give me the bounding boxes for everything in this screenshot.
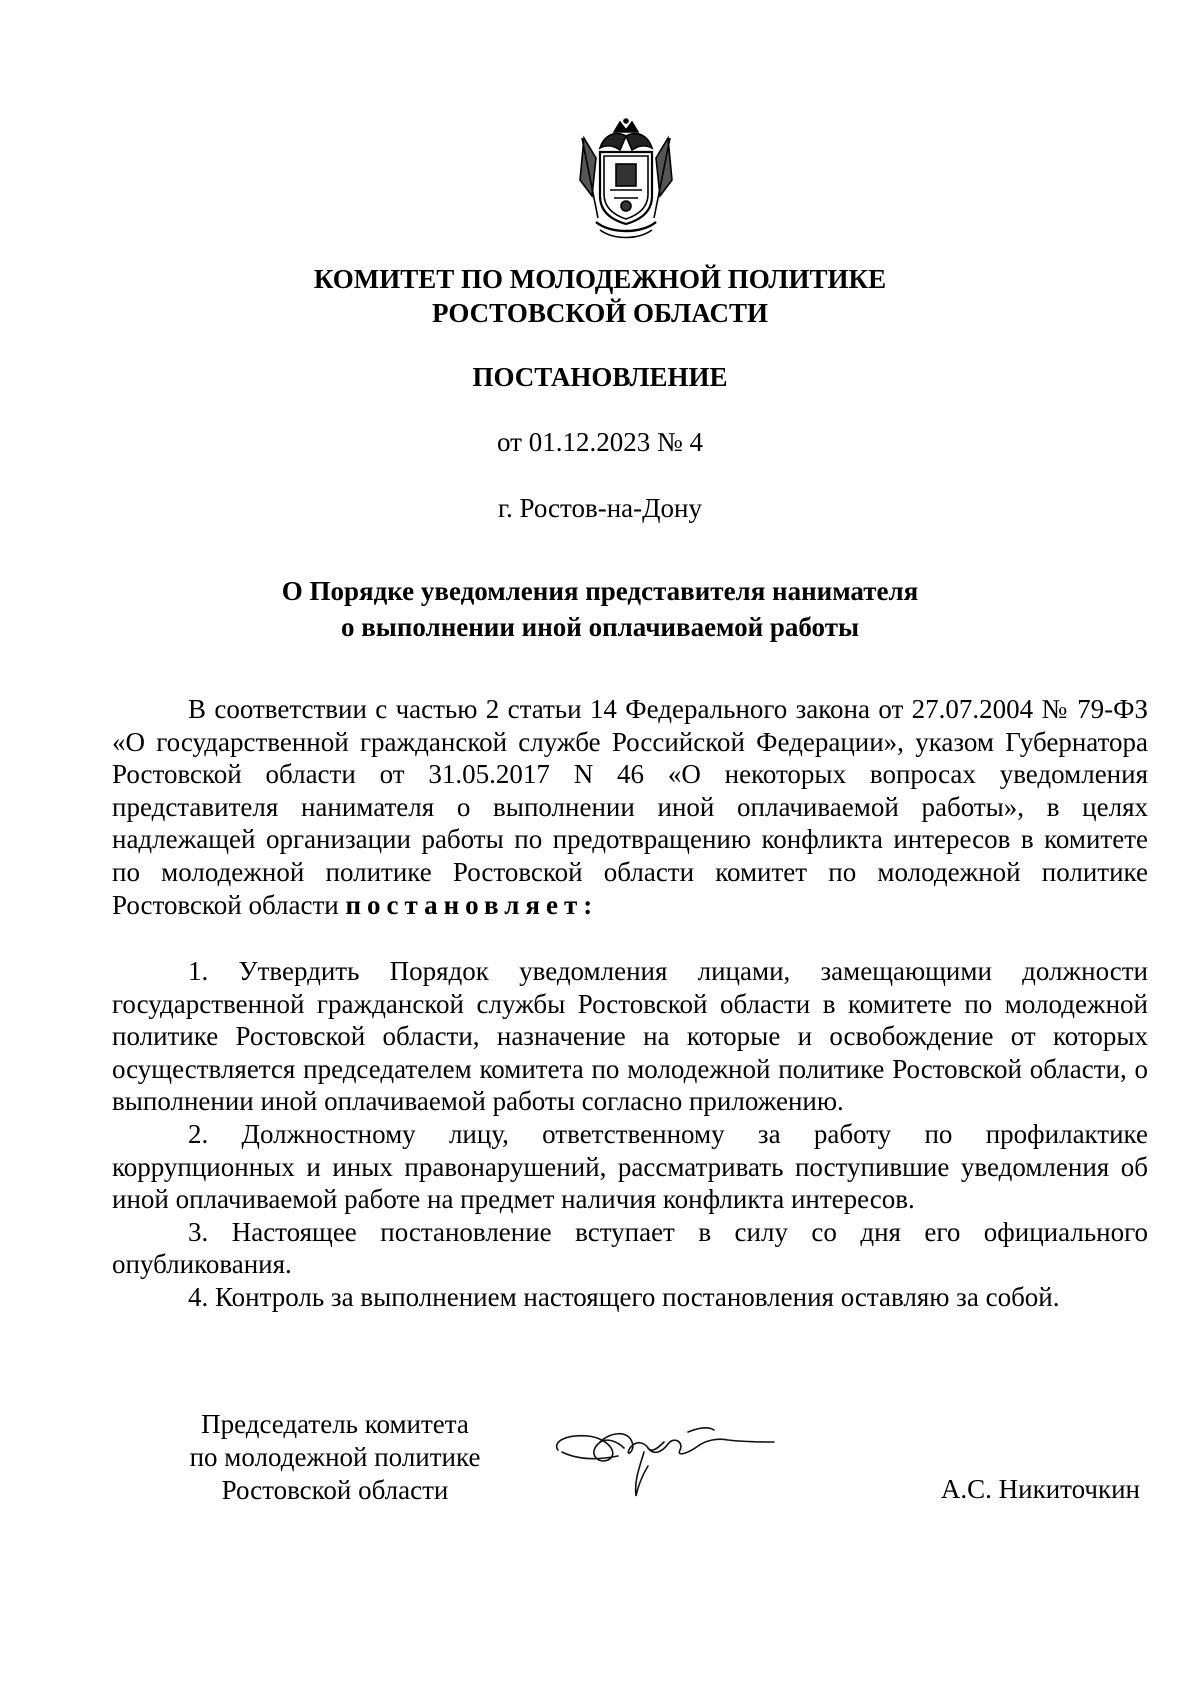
signatory-position-line3: Ростовской области (221, 1475, 449, 1505)
decree-word: постановляет: (345, 889, 599, 920)
signatory-position-line1: Председатель комитета (201, 1409, 469, 1439)
handwritten-signature-icon (548, 1402, 778, 1502)
preamble-paragraph (112, 693, 1148, 921)
organization-name-line1: КОМИТЕТ ПО МОЛОДЕЖНОЙ ПОЛИТИКЕ (313, 264, 887, 294)
document-type: ПОСТАНОВЛЕНИЕ (472, 362, 728, 392)
document-city: г. Ростов-на-Дону (497, 493, 702, 523)
coat-of-arms-icon (570, 118, 682, 242)
resolution-item-2: 2. Должностному лицу, ответственному за работу по профилактике коррупционных и иных правонарушений, рассматривать поступившие уведомления об иной оплачиваемой работе на предмет наличия конфликта интересов. (112, 1118, 1148, 1215)
organization-name-line2: РОСТОВСКОЙ ОБЛАСТИ (432, 298, 768, 328)
subject-line1: О Порядке уведомления представителя нанимателя (281, 576, 919, 606)
preamble (112, 693, 1148, 921)
resolution-item-3: 3. Настоящее постановление вступает в силу со дня его официального опубликования. (112, 1216, 1148, 1280)
resolution-item-1: 1. Утвердить Порядок уведомления лицами, замещающими должности государственной гражданской службы Ростовской области в комитете по молодежной политике Ростовской области, назначение на которые и освобождение от которых осуществляется председателем комитета по молодежной политике Ростовской области, о выполнении иной оплачиваемой работы согласно приложению. (112, 956, 1148, 1117)
resolution-items (112, 955, 1148, 1314)
organization-name (0, 262, 1200, 330)
signatory-position-line2: по молодежной политике (189, 1442, 481, 1472)
document-subject (0, 573, 1200, 645)
signatory-position (150, 1408, 520, 1507)
document-date-number: от 01.12.2023 № 4 (497, 427, 703, 457)
subject-line2: о выполнении иной оплачиваемой работы (340, 612, 860, 642)
resolution-item-4: 4. Контроль за выполнением настоящего постановления оставляю за собой. (188, 1281, 1060, 1312)
preamble-text: В соответствии с частью 2 статьи 14 Федерального закона от 27.07.2004 № 79-ФЗ «О государственной гражданской службе Российской Федерации», указом Губернатора Ростовской области от 31.05.2017 N 46 «О некоторых вопросах уведомления представителя нанимателя о выполнении иной оплачиваемой работы», в целях надлежащей организации работы по предотвращению конфликта интересов в комитете по молодежной политике Ростовской области комитет по молодежной политике Ростовской области (112, 694, 1148, 920)
signatory-name: А.С. Никиточкин (940, 1474, 1140, 1504)
